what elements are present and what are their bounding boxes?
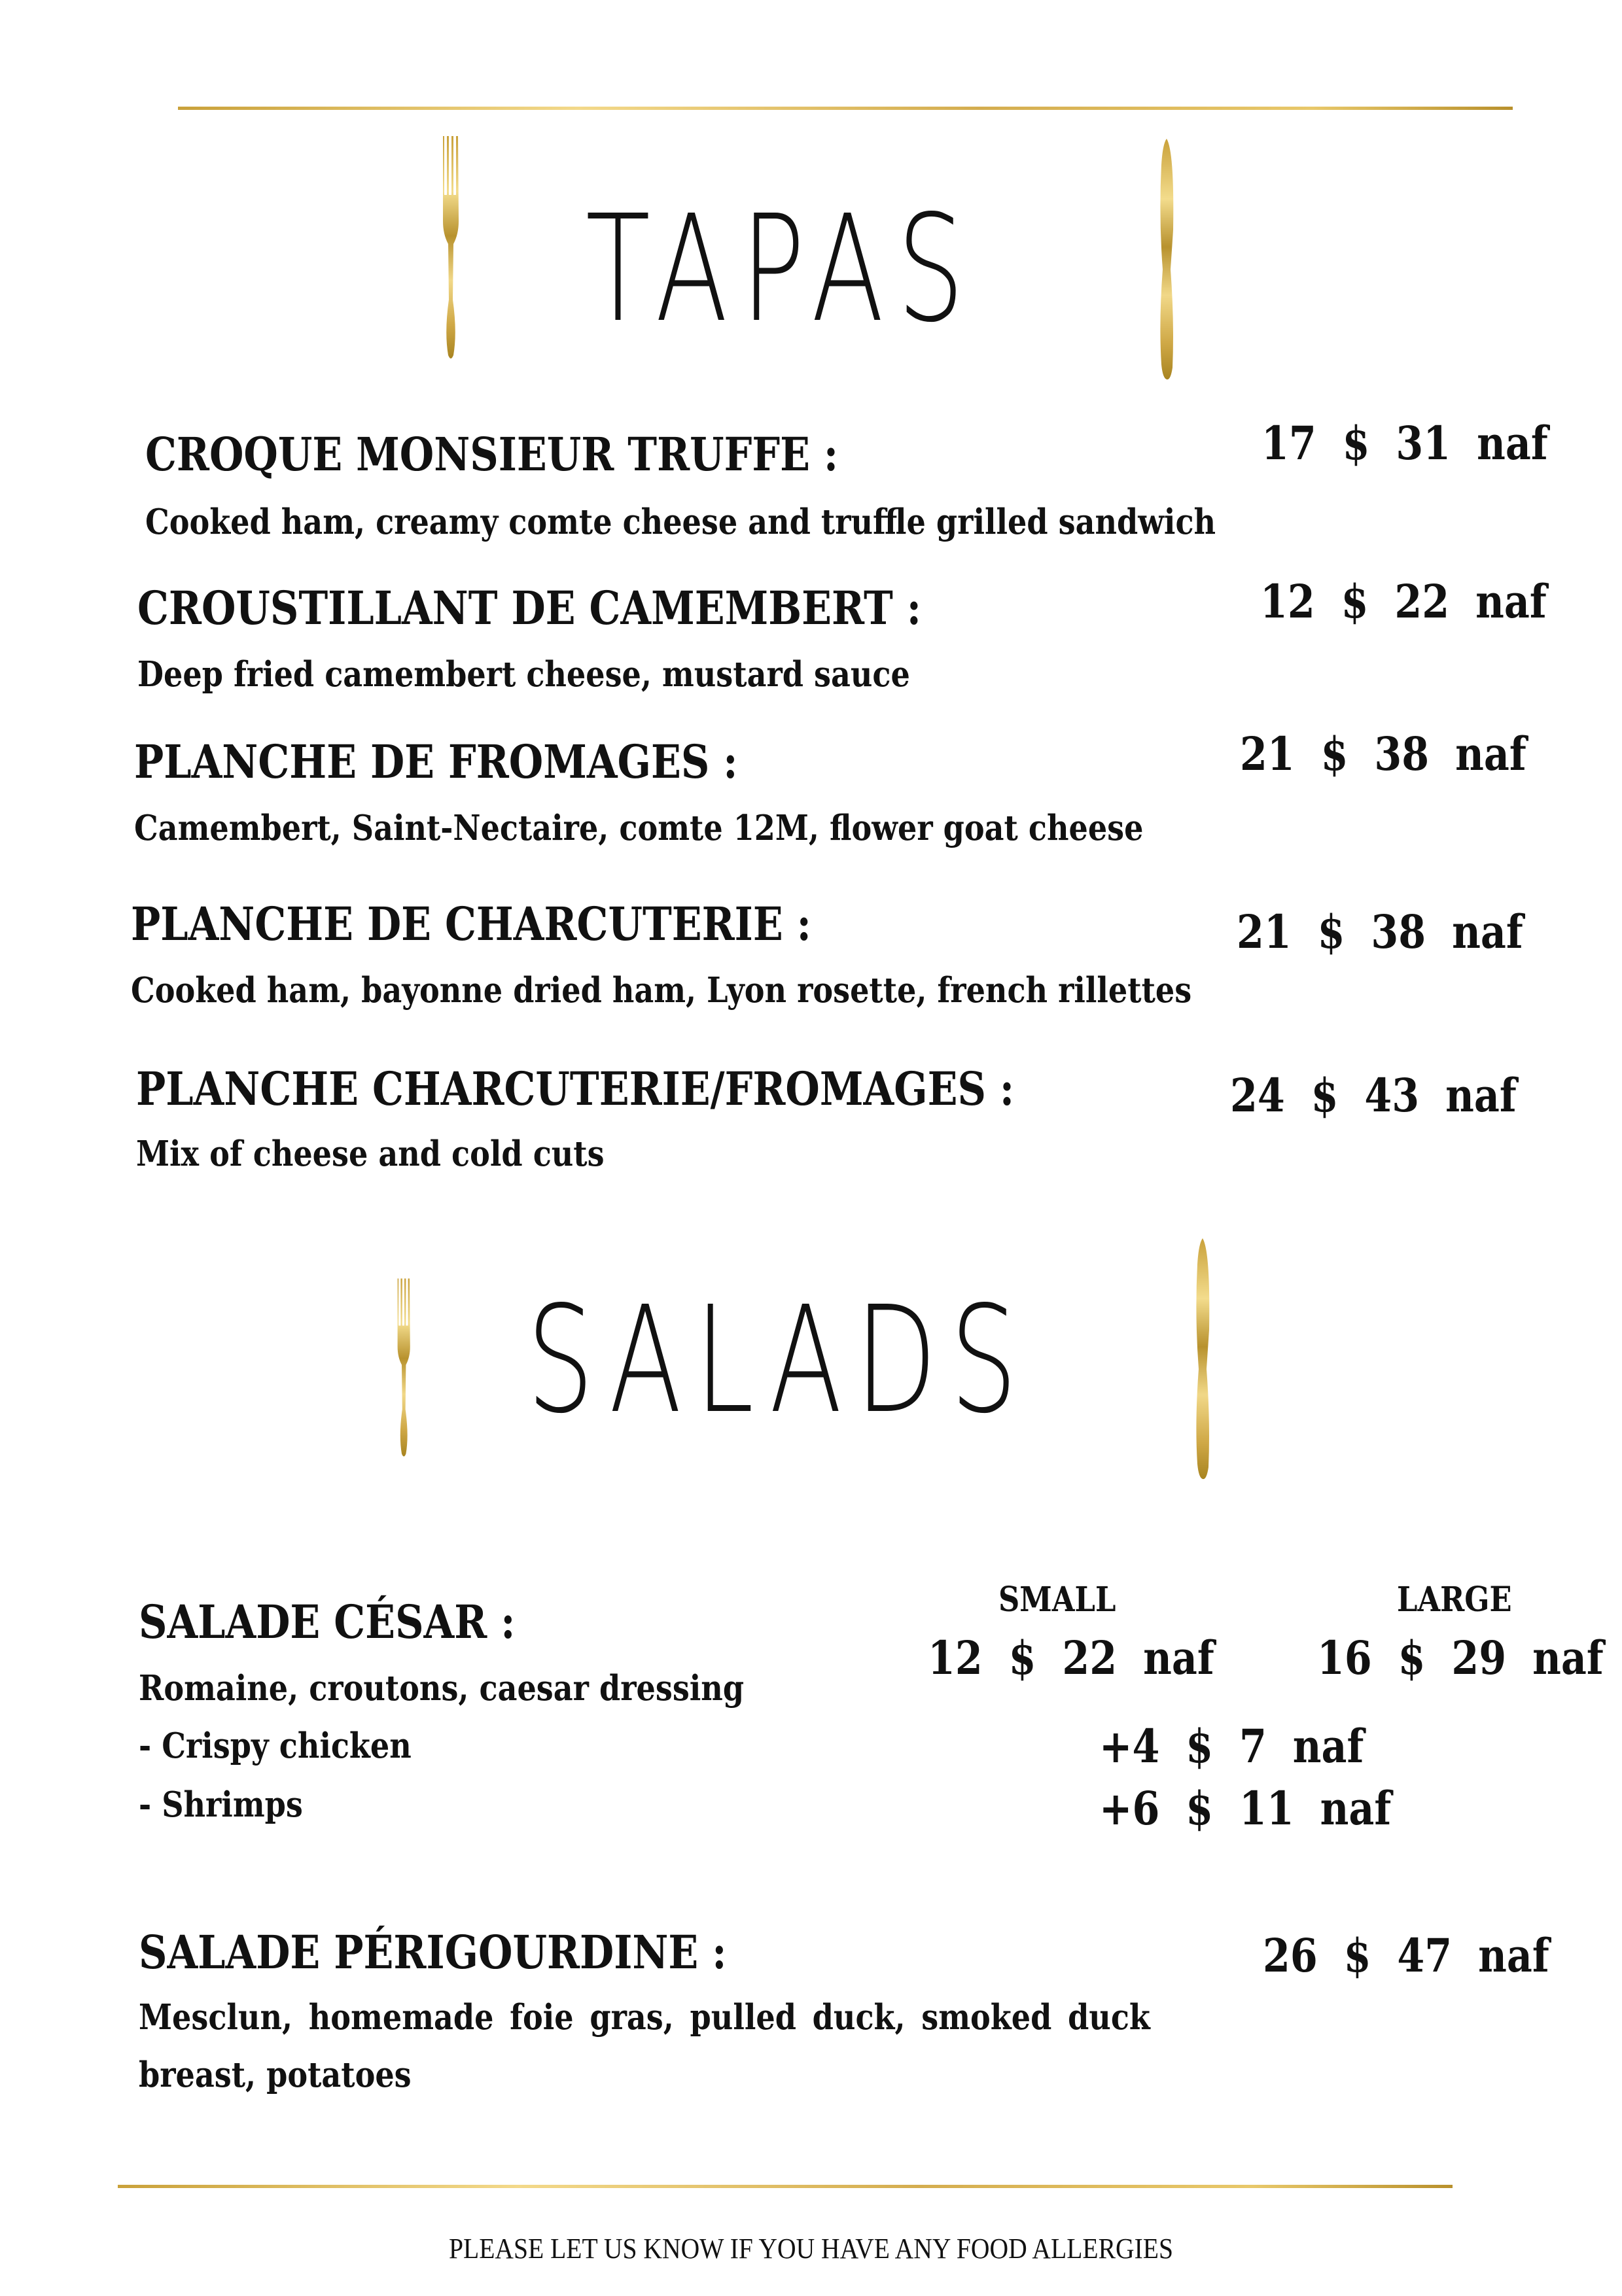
price-charcuterie: 21 $ 38 naf	[1237, 905, 1523, 959]
price-cesar-large: 16 $ 29 naf	[1317, 1631, 1604, 1685]
allergy-note: PLEASE LET US KNOW IF YOU HAVE ANY FOOD ALLERGIES	[448, 2233, 1173, 2265]
extra-price-shrimps: +6 $ 11 naf	[1099, 1781, 1392, 1835]
price-camembert: 12 $ 22 naf	[1260, 574, 1547, 629]
knife-icon	[1154, 139, 1180, 381]
item-desc-mixte: Mix of cheese and cold cuts	[136, 1134, 605, 1174]
extra-price-chicken: +4 $ 7 naf	[1099, 1719, 1364, 1773]
price-croque: 17 $ 31 naf	[1261, 416, 1548, 470]
item-name-perigourdine: SALADE PÉRIGOURDINE :	[139, 1925, 727, 1979]
tapas-title: TAPAS	[586, 184, 978, 355]
knife-icon	[1190, 1238, 1216, 1480]
extra-name-chicken: - Crispy chicken	[139, 1726, 412, 1766]
item-desc-perigourdine-2: breast, potatoes	[139, 2055, 412, 2095]
item-name-charcuterie: PLANCHE DE CHARCUTERIE :	[131, 897, 811, 951]
fork-icon	[391, 1256, 417, 1482]
fork-icon	[435, 136, 468, 362]
item-name-fromages: PLANCHE DE FROMAGES :	[134, 735, 738, 789]
bottom-divider	[118, 2185, 1453, 2188]
item-name-camembert: CROUSTILLANT DE CAMEMBERT :	[137, 581, 922, 635]
price-perigourdine: 26 $ 47 naf	[1263, 1928, 1549, 1983]
item-desc-charcuterie: Cooked ham, bayonne dried ham, Lyon rosette, french rillettes	[131, 970, 1192, 1011]
size-label-small: SMALL	[998, 1580, 1116, 1620]
size-label-large: LARGE	[1397, 1580, 1512, 1620]
item-desc-perigourdine-1: Mesclun, homemade foie gras, pulled duck, smoked duck	[139, 1997, 1150, 2038]
price-cesar-small: 12 $ 22 naf	[928, 1631, 1214, 1685]
price-mixte: 24 $ 43 naf	[1230, 1068, 1517, 1122]
top-divider	[178, 107, 1513, 110]
price-fromages: 21 $ 38 naf	[1240, 727, 1526, 781]
item-desc-croque: Cooked ham, creamy comte cheese and truffle grilled sandwich	[145, 502, 1216, 542]
item-name-cesar: SALADE CÉSAR :	[139, 1595, 516, 1649]
extra-name-shrimps: - Shrimps	[139, 1784, 303, 1825]
item-name-croque: CROQUE MONSIEUR TRUFFE :	[145, 427, 839, 481]
item-desc-fromages: Camembert, Saint-Nectaire, comte 12M, flower goat cheese	[134, 808, 1144, 848]
item-desc-camembert: Deep fried camembert cheese, mustard sauce	[137, 654, 910, 695]
salads-title: SALADS	[527, 1275, 1031, 1446]
item-name-mixte: PLANCHE CHARCUTERIE/FROMAGES :	[136, 1062, 1015, 1116]
item-desc-cesar: Romaine, croutons, caesar dressing	[139, 1668, 745, 1709]
